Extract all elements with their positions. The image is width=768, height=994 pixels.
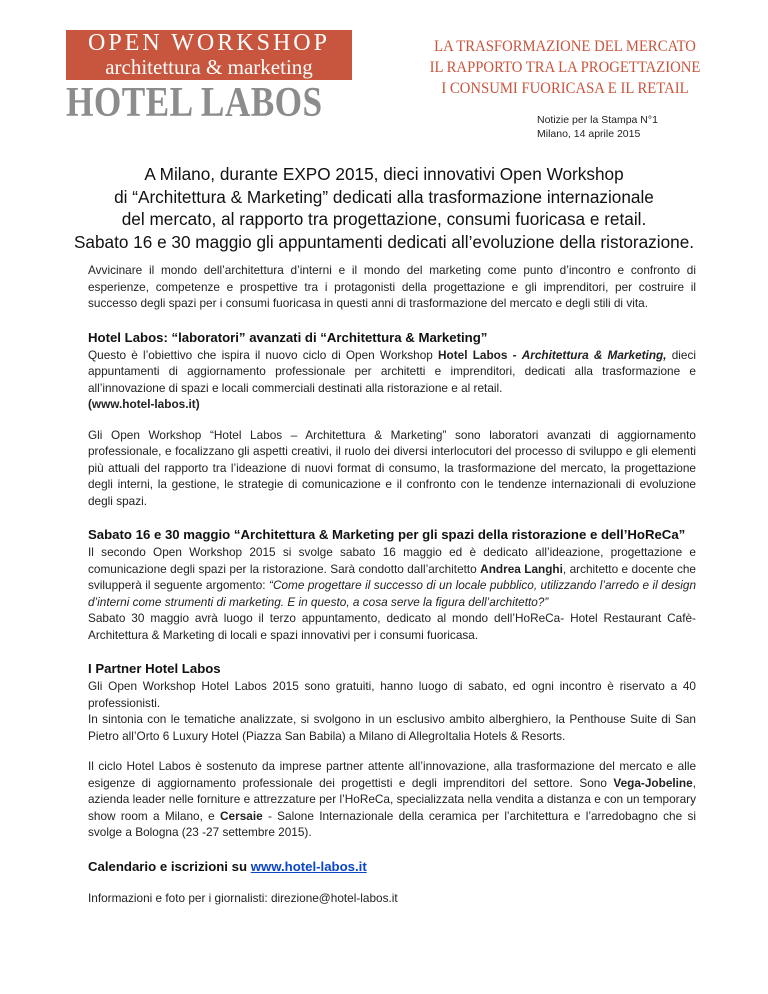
section-paragraph xyxy=(88,678,696,744)
logo-title: OPEN WORKSHOP xyxy=(88,30,330,56)
press-release-meta xyxy=(537,113,658,141)
section-paragraph xyxy=(88,347,696,413)
tagline-line: LA TRASFORMAZIONE DEL MERCATO xyxy=(434,38,696,55)
bold-text: Vega-Jobeline xyxy=(613,775,693,790)
section-paragraph: Gli Open Workshop “Hotel Labos – Architettura & Marketing” sono laboratori avanzati di aggiornamento professionale, e focalizzano gli aspetti creativi, il ruolo dei diversi interlocutori del processo di sviluppo e gli elementi più attuali del rapporto tra l’ideazione di nuovi format di consumo, la trasformazione del mercato, la progettazione degli interni, la gestione, le strategie di comunicazione e il confronto con le tendenze internazionali di evoluzione degli spazi. xyxy=(88,427,696,508)
tagline-line: IL RAPPORTO TRA LA PROGETTAZIONE xyxy=(429,59,701,76)
text-span: - Salone Internazionale della ceramica per l’architettura e l’arredobagno che si svolge a Bologna (23 -27 settembre 2015). xyxy=(88,808,696,839)
headline-line: di “Architettura & Marketing” dedicati alla trasformazione internazionale xyxy=(114,186,654,207)
calendar-heading-text: Calendario e iscrizioni su xyxy=(88,858,251,874)
section-heading-calendar xyxy=(88,858,696,876)
section-paragraph xyxy=(88,758,696,841)
website-link[interactable]: www.hotel-labos.it xyxy=(250,858,367,874)
section-heading-partners: I Partner Hotel Labos xyxy=(88,661,221,676)
text-span: Gli Open Workshop Hotel Labos 2015 sono gratuiti, hanno luogo di sabato, ed ogni incontro è riservato a 40 professionisti. xyxy=(88,679,696,710)
press-release-number: Notizie per la Stampa N°1 xyxy=(537,114,658,126)
text-span: Questo è l’obiettivo che ispira il nuovo ciclo di Open Workshop xyxy=(88,347,439,362)
bold-italic-text: Architettura & Marketing, xyxy=(521,347,667,362)
headline xyxy=(60,163,708,253)
section-heading-hotel-labos: Hotel Labos: “laboratori” avanzati di “Architettura & Marketing” xyxy=(88,329,488,345)
bold-text: Andrea Langhi xyxy=(480,561,563,576)
italic-quote: “Come progettare il successo di un locale pubblico, utilizzando l’arredo e il design d’interni come strumenti di marketing. E in questo, a cosa serve la figura dell’architetto?” xyxy=(88,578,697,609)
headline-line: Sabato 16 e 30 maggio gli appuntamenti dedicati all’evoluzione della ristorazione. xyxy=(73,231,695,252)
bold-text: Hotel Labos - xyxy=(438,347,522,362)
article-body xyxy=(88,262,696,906)
text-span: Il secondo Open Workshop 2015 si svolge sabato 16 maggio ed è dedicato all’ideazione, progettazione e comunicazione degli spazi per la ristorazione. Sarà condotto dall’architetto xyxy=(88,545,696,576)
text-span: In sintonia con le tematiche analizzate, si svolgono in un esclusivo ambito alberghiero, la Penthouse Suite di San Pietro all’Orto 6 Luxury Hotel (Piazza San Babila) a Milano di AllegroItalia Hotels & Resorts. xyxy=(88,712,696,743)
section-heading-may-workshops: Sabato 16 e 30 maggio “Architettura & Marketing per gli spazi della ristorazione e dell’HoReCa” xyxy=(88,527,686,542)
section-paragraph xyxy=(88,544,696,643)
press-release-date: Milano, 14 aprile 2015 xyxy=(537,128,641,140)
logo-subtitle: architettura & marketing xyxy=(105,55,313,79)
headline-line: A Milano, durante EXPO 2015, dieci innovativi Open Workshop xyxy=(144,164,624,184)
text-span: , architetto e docente che svilupperà il seguente argomento: xyxy=(88,561,696,592)
text-span: Il ciclo Hotel Labos è sostenuto da imprese partner attente all’innovazione, alla trasformazione del mercato e alle esigenze di aggiornamento professionale dei progettisti e degli imprenditori del settore. Sono xyxy=(88,759,696,790)
hotel-labos-brand: HOTEL LABOS xyxy=(66,80,323,126)
text-span: Sabato 30 maggio avrà luogo il terzo appuntamento, dedicato al mondo dell’HoReCa- Hotel Restaurant Cafè- Architettura & Marketing di locali e spazi innovativi per i consumi fuoricasa. xyxy=(88,611,696,642)
headline-line: del mercato, al rapporto tra progettazione, consumi fuoricasa e retail. xyxy=(121,209,647,229)
press-contact: Informazioni e foto per i giornalisti: direzione@hotel-labos.it xyxy=(88,890,398,905)
text-span: dieci appuntamenti di aggiornamento professionale per architetti e imprenditori, dedicati alla trasformazione e all’innovazione di spazi e locali commerciali destinati alla ristorazione e al retail. xyxy=(88,347,696,395)
website-reference: (www.hotel-labos.it) xyxy=(88,397,200,411)
text-span: , azienda leader nelle forniture e attrezzature per l’HoReCa, specializzata nella vendita a distanza e con un temporary show room a Milano, e xyxy=(88,775,696,823)
open-workshop-logo xyxy=(66,30,352,80)
intro-paragraph: Avvicinare il mondo dell’architettura d’interni e il mondo del marketing come punto d’incontro e confronto di esperienze, competenze e prospettive tra i protagonisti della progettazione e gli imprenditori, per costruire il successo degli spazi per i consumi fuoricasa in questi anni di trasformazione del mercato e degli stili di vita. xyxy=(88,263,696,310)
bold-text: Cersaie xyxy=(220,808,263,823)
tagline-line: I CONSUMI FUORICASA E IL RETAIL xyxy=(441,80,689,97)
header-tagline xyxy=(409,36,722,99)
